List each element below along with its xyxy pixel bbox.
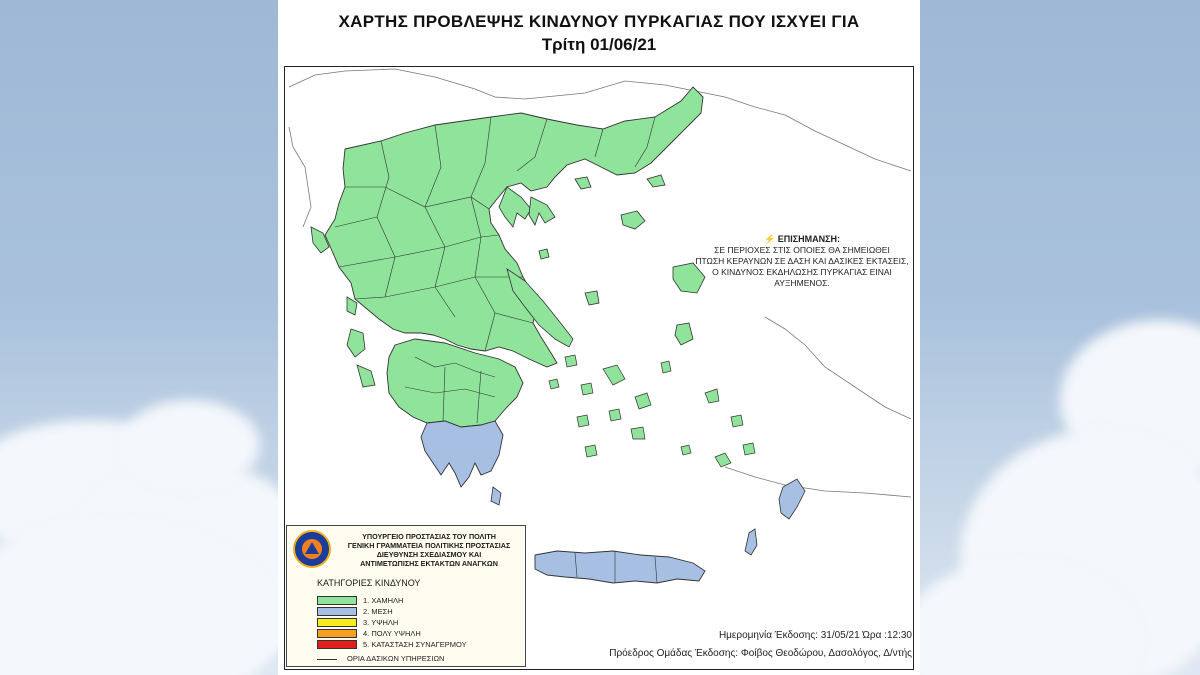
notice-line-3: Ο ΚΙΝΔΥΝΟΣ ΕΚΔΗΛΩΣΗΣ ΠΥΡΚΑΓΙΑΣ ΕΙΝΑΙ ΑΥΞΗΜΕΝΟΣ. (712, 267, 892, 288)
notice-line-1: ΣΕ ΠΕΡΙΟΧΕΣ ΣΤΙΣ ΟΠΟΙΕΣ ΘΑ ΣΗΜΕΙΩΘΕΙ (714, 245, 890, 255)
skyros (585, 291, 599, 305)
category-label: 4. ΠΟΛΥ ΥΨΗΛΗ (363, 629, 421, 638)
ministry-line-1: ΥΠΟΥΡΓΕΙΟ ΠΡΟΣΤΑΣΙΑΣ ΤΟΥ ΠΟΛΙΤΗ (362, 532, 496, 541)
civil-protection-emblem-icon (293, 530, 331, 568)
lemnos (621, 211, 645, 229)
map-title: ΧΑΡΤΗΣ ΠΡΟΒΛΕΨΗΣ ΚΙΝΔΥΝΟΥ ΠΥΡΚΑΓΙΑΣ ΠΟΥ ΙΣΧΥΕΙ ΓΙΑ (338, 12, 860, 31)
category-label: 3. ΥΨΗΛΗ (363, 618, 399, 627)
ministry-block (333, 532, 525, 568)
category-very-high (317, 629, 517, 639)
category-label: 1. ΧΑΜΗΛΗ (363, 596, 404, 605)
ministry-line-3: ΔΙΕΥΘΥΝΣΗ ΣΧΕΔΙΑΣΜΟΥ ΚΑΙ (376, 550, 482, 559)
kefalonia (347, 329, 365, 357)
category-swatch (317, 596, 357, 605)
skiathos (539, 249, 549, 259)
background-right (920, 0, 1200, 675)
albania-coastline (289, 127, 311, 227)
chios (675, 323, 693, 345)
crete (535, 551, 705, 583)
category-alert (317, 640, 517, 650)
peloponnese-north (387, 339, 523, 427)
rhodes (779, 479, 805, 519)
category-swatch (317, 618, 357, 627)
fire-risk-map-page (278, 0, 920, 675)
cyclades-islands (549, 355, 755, 467)
boundary-label: ΟΡΙΑ ΔΑΣΙΚΩΝ ΥΠΗΡΕΣΙΩΝ (347, 654, 445, 663)
legend-box (286, 525, 526, 667)
athos (529, 197, 555, 225)
thasos (575, 177, 591, 189)
zakynthos (357, 365, 375, 387)
corfu (311, 227, 329, 253)
issue-date: Ημερομηνία Έκδοσης: 31/05/21 Ώρα :12:30 (718, 630, 912, 641)
ministry-line-2: ΓΕΝΙΚΗ ΓΡΑΜΜΑΤΕΙΑ ΠΟΛΙΤΙΚΗΣ ΠΡΟΣΤΑΣΙΑΣ (347, 541, 511, 550)
karpathos (745, 529, 757, 555)
peloponnese-south (421, 421, 503, 487)
category-label: 2. ΜΕΣΗ (363, 607, 393, 616)
turkey-south-coastline (725, 467, 911, 497)
category-low (317, 596, 517, 606)
issuing-author: Πρόεδρος Ομάδας Έκδοσης: Φοίβος Θεοδώρου, Δασολόγος, Δ/ντής (609, 648, 912, 659)
map-date: Τρίτη 01/06/21 (541, 35, 657, 54)
notice-line-2: ΠΤΩΣΗ ΚΕΡΑΥΝΩΝ ΣΕ ΔΑΣΗ ΚΑΙ ΔΑΣΙΚΕΣ ΕΚΤΑΣΕΙΣ, (695, 256, 909, 266)
background-left (0, 0, 278, 675)
kythira (491, 487, 501, 505)
lightning-icon: ⚡ (763, 234, 776, 244)
samothrace (647, 175, 665, 187)
turkey-coastline (765, 317, 911, 419)
category-swatch (317, 629, 357, 638)
categories-title: ΚΑΤΗΓΟΡΙΕΣ ΚΙΝΔΥΝΟΥ (317, 578, 421, 588)
category-medium (317, 607, 517, 617)
category-swatch (317, 640, 357, 649)
category-high (317, 618, 517, 628)
notice-heading: ΕΠΙΣΗΜΑΝΣΗ: (777, 234, 841, 244)
category-swatch (317, 607, 357, 616)
category-label: 5. ΚΑΤΑΣΤΑΣΗ ΣΥΝΑΓΕΡΜΟΥ (363, 640, 467, 649)
chalkidiki (499, 187, 531, 227)
boundary-line-swatch (317, 659, 337, 660)
lightning-notice (687, 234, 917, 289)
ministry-line-4: ΑΝΤΙΜΕΤΩΠΙΣΗΣ ΕΚΤΑΚΤΩΝ ΑΝΑΓΚΩΝ (360, 559, 498, 568)
